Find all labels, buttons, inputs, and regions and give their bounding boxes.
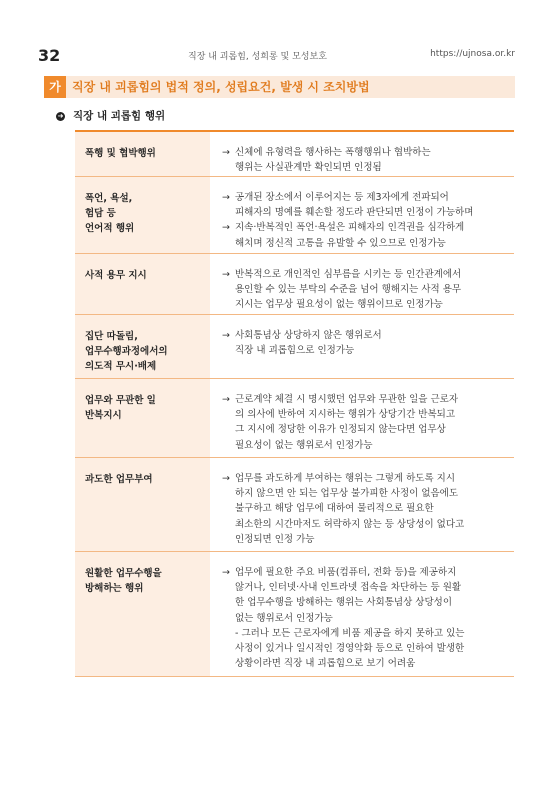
description-line: 한 업무수행을 방해하는 행위는 사회통념상 상당성이 [235, 597, 452, 609]
arrow-bullet-icon: ➜ [57, 111, 64, 120]
behavior-description [210, 379, 514, 457]
table-row [75, 132, 514, 177]
description-line: → 업무에 필요한 주요 비품(컴퓨터, 전화 등)을 제공하지 [222, 567, 457, 578]
subheading-text: 직장 내 괴롭힘 행위 [73, 110, 166, 122]
description-line: 사정이 있거나 일시적인 경영악화 등으로 인하여 발생한 [235, 643, 465, 655]
description-line: 의 의사에 반하여 지시하는 행위가 상당기간 반복되고 [235, 409, 456, 421]
description-line: 불구하고 해당 업무에 대하여 물리적으로 필요한 [235, 503, 434, 515]
behavior-term: 폭행 및 협박행위 [75, 132, 210, 176]
section-title: 직장 내 괴롭힘의 법적 정의, 성립요건, 발생 시 조치방법 [72, 80, 370, 94]
description-line: 행위는 사실관계만 확인되면 인정됨 [235, 162, 382, 174]
behavior-description [210, 552, 514, 676]
behavior-description [210, 132, 514, 176]
description-line: → 사회통념상 상당하지 않은 행위로서 [222, 330, 382, 341]
description-line: 상황이라면 직장 내 괴롭힘으로 보기 어려움 [235, 658, 416, 670]
section-heading-bar [44, 76, 515, 98]
subheading [56, 108, 165, 123]
site-url: https://ujnosa.or.kr [430, 49, 515, 59]
running-title: 직장 내 괴롭힘, 성희롱 및 모성보호 [188, 52, 327, 62]
description-line: 피해자의 명예를 훼손할 정도라 판단되면 인정이 가능하며 [235, 207, 474, 219]
description-line: 하지 않으면 안 되는 업무상 불가피한 사정이 없음에도 [235, 488, 459, 500]
behavior-term: 사적 용무 지시 [75, 254, 210, 314]
table-row [75, 379, 514, 458]
behavior-description [210, 254, 514, 314]
description-line: 직장 내 괴롭힘으로 인정가능 [235, 345, 355, 357]
description-line: - 그러나 모든 근로자에게 비품 제공을 하지 못하고 있는 [235, 627, 465, 639]
behavior-description [210, 315, 514, 378]
description-line: 필요성이 없는 행위로서 인정가능 [235, 439, 373, 451]
description-line: 최소한의 시간마저도 허락하지 않는 등 상당성이 없다고 [235, 518, 465, 530]
description-line: → 반복적으로 개인적인 심부름을 시키는 등 인간관계에서 [222, 269, 462, 280]
description-line: 인정되면 인정 가능 [235, 533, 315, 545]
table-row [75, 458, 514, 552]
description-line: → 근로계약 체결 시 명시했던 업무와 무관한 일을 근로자 [222, 394, 459, 405]
behavior-description [210, 177, 514, 253]
page-number: 32 [38, 46, 61, 65]
table-row [75, 177, 514, 254]
behavior-term: 업무와 무관한 일 반복지시 [75, 379, 210, 457]
description-line: → 공개된 장소에서 이루어지는 등 제3자에게 전파되어 [222, 192, 449, 203]
description-line: 그 지시에 정당한 이유가 인정되지 않는다면 업무상 [235, 424, 446, 436]
behavior-term: 집단 따돌림, 업무수행과정에서의 의도적 무시·배제 [75, 315, 210, 378]
table-row [75, 254, 514, 315]
description-line: 없는 행위로서 인정가능 [235, 612, 333, 624]
behavior-term: 원활한 업무수행을 방해하는 행위 [75, 552, 210, 676]
description-line: → 신체에 유형력을 행사하는 폭행행위나 협박하는 [222, 147, 431, 158]
page-header [38, 46, 515, 66]
behavior-description [210, 458, 514, 551]
description-line: 않거나, 인터넷·사내 인트라넷 접속을 차단하는 등 원활 [235, 582, 462, 594]
description-line: → 업무를 과도하게 부여하는 행위는 그렇게 하도록 지시 [222, 473, 456, 484]
harassment-behavior-table [75, 130, 514, 677]
behavior-term: 폭언, 욕설, 험담 등 언어적 행위 [75, 177, 210, 253]
table-row [75, 552, 514, 677]
table-row [75, 315, 514, 379]
behavior-term: 과도한 업무부여 [75, 458, 210, 551]
description-line: 용인할 수 있는 부탁의 수준을 넘어 행해지는 사적 용무 [235, 284, 462, 296]
description-line: 해치며 정신적 고통을 유발할 수 있으므로 인정가능 [235, 237, 446, 249]
section-tag: 가 [44, 76, 66, 98]
description-line: → 지속·반복적인 폭언·욕설은 피해자의 인격권을 심각하게 [222, 222, 465, 234]
description-line: 지시는 업무상 필요성이 없는 행위이므로 인정가능 [235, 299, 443, 311]
